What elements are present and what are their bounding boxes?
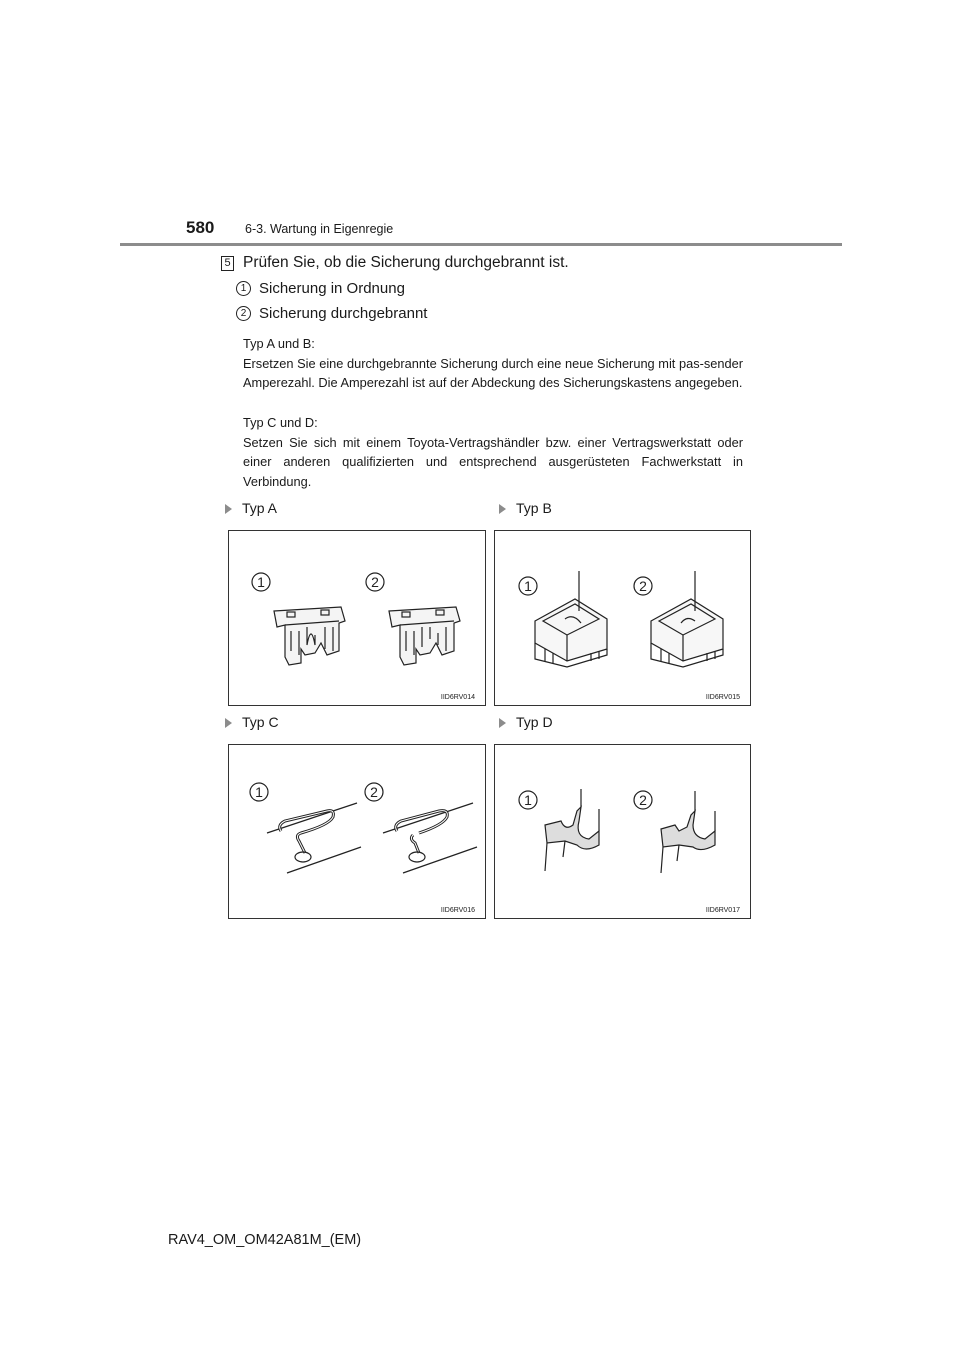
callout-number: 2 xyxy=(639,792,647,808)
item-number-badge: 1 xyxy=(236,281,251,296)
step-instruction: Prüfen Sie, ob die Sicherung durchgebrannt ist. xyxy=(243,254,569,271)
section-title: 6-3. Wartung in Eigenregie xyxy=(245,222,394,236)
item-label-ok: Sicherung in Ordnung xyxy=(259,280,405,297)
figure-code: IID6RV017 xyxy=(705,907,740,914)
page-number: 580 xyxy=(186,218,215,237)
paragraph-body: Ersetzen Sie eine durchgebrannte Sicherung durch eine neue Sicherung mit pas-sender Amperezahl. Die Amperezahl ist auf der Abdeckung des Sicherungskastens angegeben. xyxy=(243,355,743,391)
callout-number: 1 xyxy=(524,578,532,594)
figure-label-text: Typ D xyxy=(516,714,553,730)
figure-label-text: Typ B xyxy=(516,500,552,516)
paragraph-type-cd xyxy=(243,413,743,491)
figure-label-text: Typ C xyxy=(242,714,279,730)
callout-number: 1 xyxy=(524,792,532,808)
figure-label-typ-b xyxy=(499,500,552,516)
blade-fuse-illustration xyxy=(229,531,485,705)
figure-code: IID6RV015 xyxy=(705,694,740,701)
figure-label-typ-a xyxy=(225,500,277,516)
callout-number: 2 xyxy=(371,574,379,590)
cartridge-fuse-illustration xyxy=(495,531,750,705)
step-number-badge: 5 xyxy=(221,256,234,271)
paragraph-lead: Typ A und B: xyxy=(243,336,315,351)
paragraph-type-ab xyxy=(243,334,743,393)
figure-label-typ-d xyxy=(499,714,553,730)
figure-typ-b xyxy=(494,530,751,706)
triangle-arrow-icon xyxy=(499,718,506,728)
figure-code: IID6RV016 xyxy=(440,907,475,914)
figure-code: IID6RV014 xyxy=(440,694,475,701)
triangle-arrow-icon xyxy=(499,504,506,514)
paragraph-body: Setzen Sie sich mit einem Toyota-Vertragshändler bzw. einer Vertragswerkstatt oder einer anderen qualifizierten und entsprechend ausgerüsteten Fachwerkstatt in Verbindung. xyxy=(243,434,743,489)
strip-fuse-illustration xyxy=(495,745,750,918)
figure-typ-d xyxy=(494,744,751,919)
header-divider xyxy=(120,243,842,246)
triangle-arrow-icon xyxy=(225,718,232,728)
wire-fuse-illustration xyxy=(229,745,485,918)
callout-number: 1 xyxy=(257,574,265,590)
figure-typ-c xyxy=(228,744,486,919)
triangle-arrow-icon xyxy=(225,504,232,514)
document-footer: RAV4_OM_OM42A81M_(EM) xyxy=(168,1232,362,1248)
callout-number: 2 xyxy=(639,578,647,594)
item-label-blown: Sicherung durchgebrannt xyxy=(259,305,428,322)
figure-label-text: Typ A xyxy=(242,500,278,516)
figure-typ-a xyxy=(228,530,486,706)
callout-number: 2 xyxy=(370,784,378,800)
callout-number: 1 xyxy=(255,784,263,800)
paragraph-lead: Typ C und D: xyxy=(243,415,318,430)
figure-label-typ-c xyxy=(225,714,279,730)
item-number-badge: 2 xyxy=(236,306,251,321)
